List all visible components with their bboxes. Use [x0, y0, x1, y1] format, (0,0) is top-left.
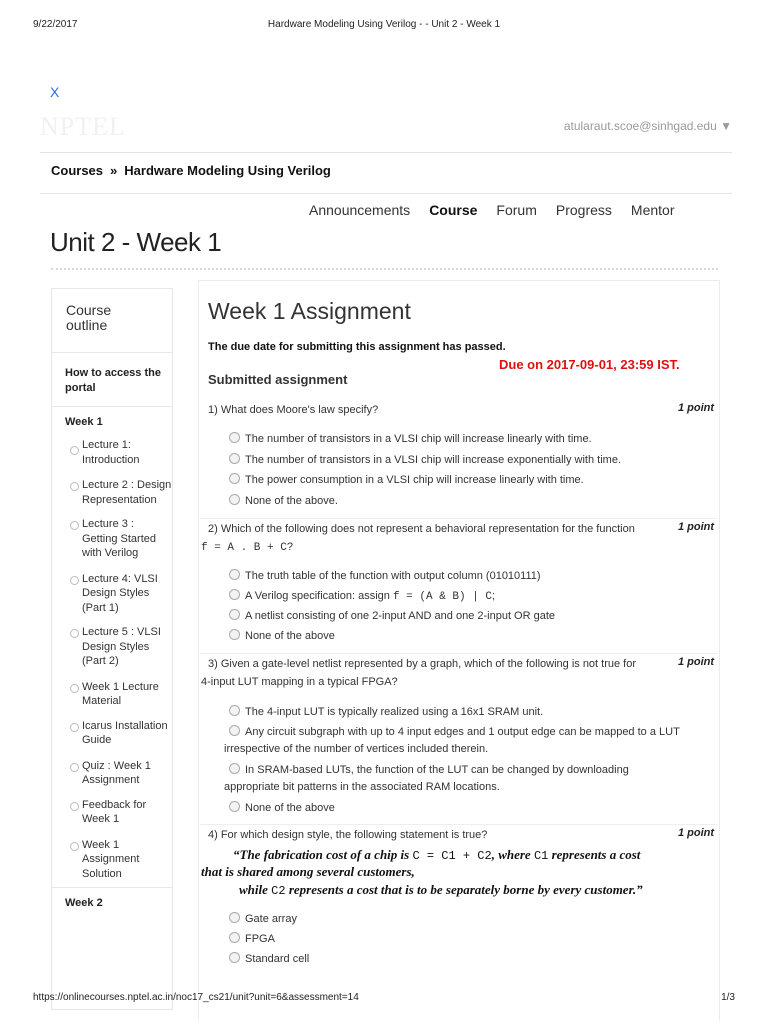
q1-option-4[interactable]	[229, 493, 338, 510]
assignment-title: Week 1 Assignment	[208, 298, 411, 324]
quote-variable: C1	[533, 849, 549, 863]
option-label: Gate array	[245, 913, 297, 925]
question-3-text-line-1: 3) Given a gate-level netlist represented by a graph, which of the following is not true for	[208, 658, 637, 670]
sidebar-feedback[interactable]	[52, 788, 172, 827]
header-divider	[40, 152, 732, 153]
option-label: A netlist consisting of one 2-input AND and one 2-input OR gate	[245, 610, 556, 622]
sidebar-lecture-4[interactable]	[52, 561, 172, 616]
option-label: The number of transistors in a VLSI chip will increase linearly with time.	[245, 433, 592, 445]
sidebar-item-label: Lecture 1: Introduction	[82, 439, 140, 466]
course-outline-title-line1: Course	[66, 302, 112, 318]
print-page-title: Hardware Modeling Using Verilog - - Unit 2 - Week 1	[267, 19, 501, 30]
radio-icon[interactable]	[229, 609, 240, 620]
q3-option-1[interactable]	[229, 704, 543, 721]
question-1-text: 1) What does Moore's law specify?	[208, 404, 379, 416]
quote-text: represents a cost that is to be separately borne by every customer.”	[285, 882, 643, 897]
quote-text: “The fabrication cost of a chip is	[233, 847, 413, 862]
question-2-text: 2) Which of the following does not represent a behavioral representation for the function	[208, 523, 635, 535]
breadcrumb-divider	[40, 193, 732, 194]
user-menu[interactable]: atularaut.scoe@sinhgad.edu ▼	[563, 119, 732, 133]
question-3-points: 1 point	[678, 656, 715, 668]
q2-option-1[interactable]	[229, 568, 541, 585]
radio-icon[interactable]	[229, 453, 240, 464]
quote-text: , where	[491, 847, 534, 862]
q3-option-4[interactable]	[229, 800, 335, 817]
radio-icon[interactable]	[229, 705, 240, 716]
unchecked-radio-icon	[70, 521, 79, 530]
radio-icon[interactable]	[229, 763, 240, 774]
sidebar-item-label: Feedback for Week 1	[82, 798, 147, 825]
q3-option-2[interactable]	[229, 724, 680, 741]
radio-icon[interactable]	[229, 432, 240, 443]
option-code: f = (A & B) | C	[392, 591, 493, 603]
option-label: The power consumption in a VLSI chip will increase linearly with time.	[245, 474, 584, 486]
sidebar-item-label: Icarus Installation Guide	[82, 719, 168, 746]
q4-option-3[interactable]	[229, 951, 309, 968]
breadcrumb-separator: »	[110, 163, 118, 178]
unchecked-radio-icon	[70, 763, 79, 772]
tab-announcements[interactable]: Announcements	[309, 202, 411, 218]
q3-option-2-continued: irrespective of the number of vertices included therein.	[224, 743, 489, 755]
sidebar-item-label: Quiz : Week 1 Assignment	[82, 759, 151, 786]
question-divider	[200, 518, 717, 519]
print-page-number: 1/3	[721, 992, 735, 1003]
quote-variable: C2	[271, 884, 286, 898]
tab-progress[interactable]: Progress	[555, 202, 612, 218]
sidebar-item-label: Lecture 4: VLSI Design Styles (Part 1)	[82, 572, 158, 614]
radio-icon[interactable]	[229, 932, 240, 943]
print-date: 9/22/2017	[33, 19, 78, 30]
q1-option-2[interactable]	[229, 452, 621, 469]
title-divider	[51, 268, 718, 270]
sidebar-item-label: Week 1 Assignment Solution	[82, 838, 140, 880]
breadcrumb-course[interactable]: Hardware Modeling Using Verilog	[124, 163, 331, 178]
radio-icon[interactable]	[229, 725, 240, 736]
course-outline-title	[52, 289, 172, 333]
sidebar-item-label: Week 1 Lecture Material	[82, 680, 159, 707]
sidebar-item-week-1[interactable]: Week 1	[52, 406, 172, 438]
question-4-points: 1 point	[678, 827, 715, 839]
q4-option-1[interactable]	[229, 911, 297, 928]
quote-text: represents a cost	[548, 847, 641, 862]
question-1-points: 1 point	[678, 402, 715, 414]
unchecked-radio-icon	[70, 802, 79, 811]
q4-quote-line-3	[239, 881, 643, 900]
sidebar-lecture-3[interactable]	[52, 507, 172, 561]
question-4-text: 4) For which design style, the following statement is true?	[208, 829, 488, 841]
q4-quote-line-2: that is shared among several customers,	[201, 864, 415, 879]
radio-icon[interactable]	[229, 589, 240, 600]
question-3-text-line-2: 4-input LUT mapping in a typical FPGA?	[201, 676, 398, 688]
quote-text: while	[239, 882, 272, 897]
close-button[interactable]: X	[50, 84, 60, 100]
sidebar-lecture-2[interactable]	[52, 467, 172, 507]
question-2-expression	[201, 539, 293, 557]
radio-icon[interactable]	[229, 494, 240, 505]
nptel-logo[interactable]: NPTEL	[40, 112, 126, 141]
unchecked-radio-icon	[70, 576, 79, 585]
breadcrumb-courses[interactable]: Courses	[51, 163, 104, 178]
option-label: The truth table of the function with output column (01010111)	[245, 570, 541, 582]
q2-option-2[interactable]	[229, 588, 495, 606]
option-label: In SRAM-based LUTs, the function of the LUT can be changed by downloading	[245, 764, 629, 776]
course-outline-title-line2: outline	[66, 317, 108, 333]
sidebar-item-how-to-access[interactable]: How to access the portal	[52, 352, 172, 406]
sidebar-item-label: Lecture 2 : Design Representation	[82, 479, 172, 506]
sidebar-quiz[interactable]	[52, 748, 172, 788]
course-nav	[309, 202, 693, 218]
q4-option-2[interactable]	[229, 931, 275, 948]
option-label: The number of transistors in a VLSI chip will increase exponentially with time.	[245, 454, 622, 466]
radio-icon[interactable]	[229, 912, 240, 923]
unchecked-radio-icon	[70, 482, 79, 491]
unchecked-radio-icon	[70, 684, 79, 693]
assignment-panel	[198, 280, 720, 1021]
question-divider	[200, 824, 717, 825]
print-url: https://onlinecourses.nptel.ac.in/noc17_cs21/unit?unit=6&assessment=14	[33, 992, 359, 1003]
unchecked-radio-icon	[70, 629, 79, 638]
quote-formula: C = C1 + C2	[412, 849, 492, 863]
due-passed-notice: The due date for submitting this assignment has passed.	[208, 341, 506, 353]
q1-option-1[interactable]	[229, 431, 592, 448]
sidebar-lecture-1[interactable]	[52, 438, 172, 467]
radio-icon[interactable]	[229, 569, 240, 580]
question-divider	[200, 653, 717, 654]
option-label: FPGA	[245, 933, 275, 945]
sidebar-item-label: Lecture 5 : VLSI Design Styles (Part 2)	[82, 626, 161, 667]
q1-option-3[interactable]	[229, 472, 584, 489]
page-title: Unit 2 - Week 1	[50, 227, 222, 257]
radio-icon[interactable]	[229, 801, 240, 812]
sidebar-item-label: Lecture 3 : Getting Started with Verilog	[82, 518, 156, 559]
option-label: None of the above	[245, 802, 335, 814]
radio-icon[interactable]	[229, 473, 240, 484]
q2-option-4[interactable]	[229, 628, 335, 645]
option-suffix: ;	[492, 590, 496, 602]
expression-tail: ?	[286, 541, 293, 553]
unchecked-radio-icon	[70, 842, 79, 851]
sidebar-assignment-solution[interactable]	[52, 827, 172, 888]
unchecked-radio-icon	[70, 446, 79, 455]
unchecked-radio-icon	[70, 723, 79, 732]
q2-option-3[interactable]	[229, 608, 555, 625]
radio-icon[interactable]	[229, 952, 240, 963]
sidebar-item-week-2[interactable]: Week 2	[52, 887, 172, 919]
function-expression: f = A . B + C	[201, 542, 287, 554]
tab-forum[interactable]: Forum	[496, 202, 537, 218]
sidebar-icarus-guide[interactable]	[52, 709, 172, 748]
course-outline-sidebar	[51, 288, 173, 1010]
option-label: None of the above	[245, 630, 335, 642]
tab-course[interactable]: Course	[429, 202, 478, 218]
due-date: Due on 2017-09-01, 23:59 IST.	[499, 357, 680, 372]
q3-option-3-continued: appropriate bit patterns in the associated RAM locations.	[224, 781, 500, 793]
option-label: The 4-input LUT is typically realized using a 16x1 SRAM unit.	[245, 706, 544, 718]
option-label: Standard cell	[245, 953, 310, 965]
breadcrumb	[51, 163, 331, 178]
sidebar-lecture-5[interactable]	[52, 615, 172, 669]
tab-mentor[interactable]: Mentor	[630, 202, 675, 218]
radio-icon[interactable]	[229, 629, 240, 640]
question-2-points: 1 point	[678, 521, 715, 533]
option-label: None of the above.	[245, 495, 338, 507]
q3-option-3[interactable]	[229, 762, 629, 779]
submitted-heading: Submitted assignment	[208, 372, 348, 387]
option-label: A Verilog specification: assign	[245, 590, 393, 602]
sidebar-lecture-material[interactable]	[52, 669, 172, 709]
option-label: Any circuit subgraph with up to 4 input edges and 1 output edge can be mapped to a LUT	[245, 726, 680, 738]
